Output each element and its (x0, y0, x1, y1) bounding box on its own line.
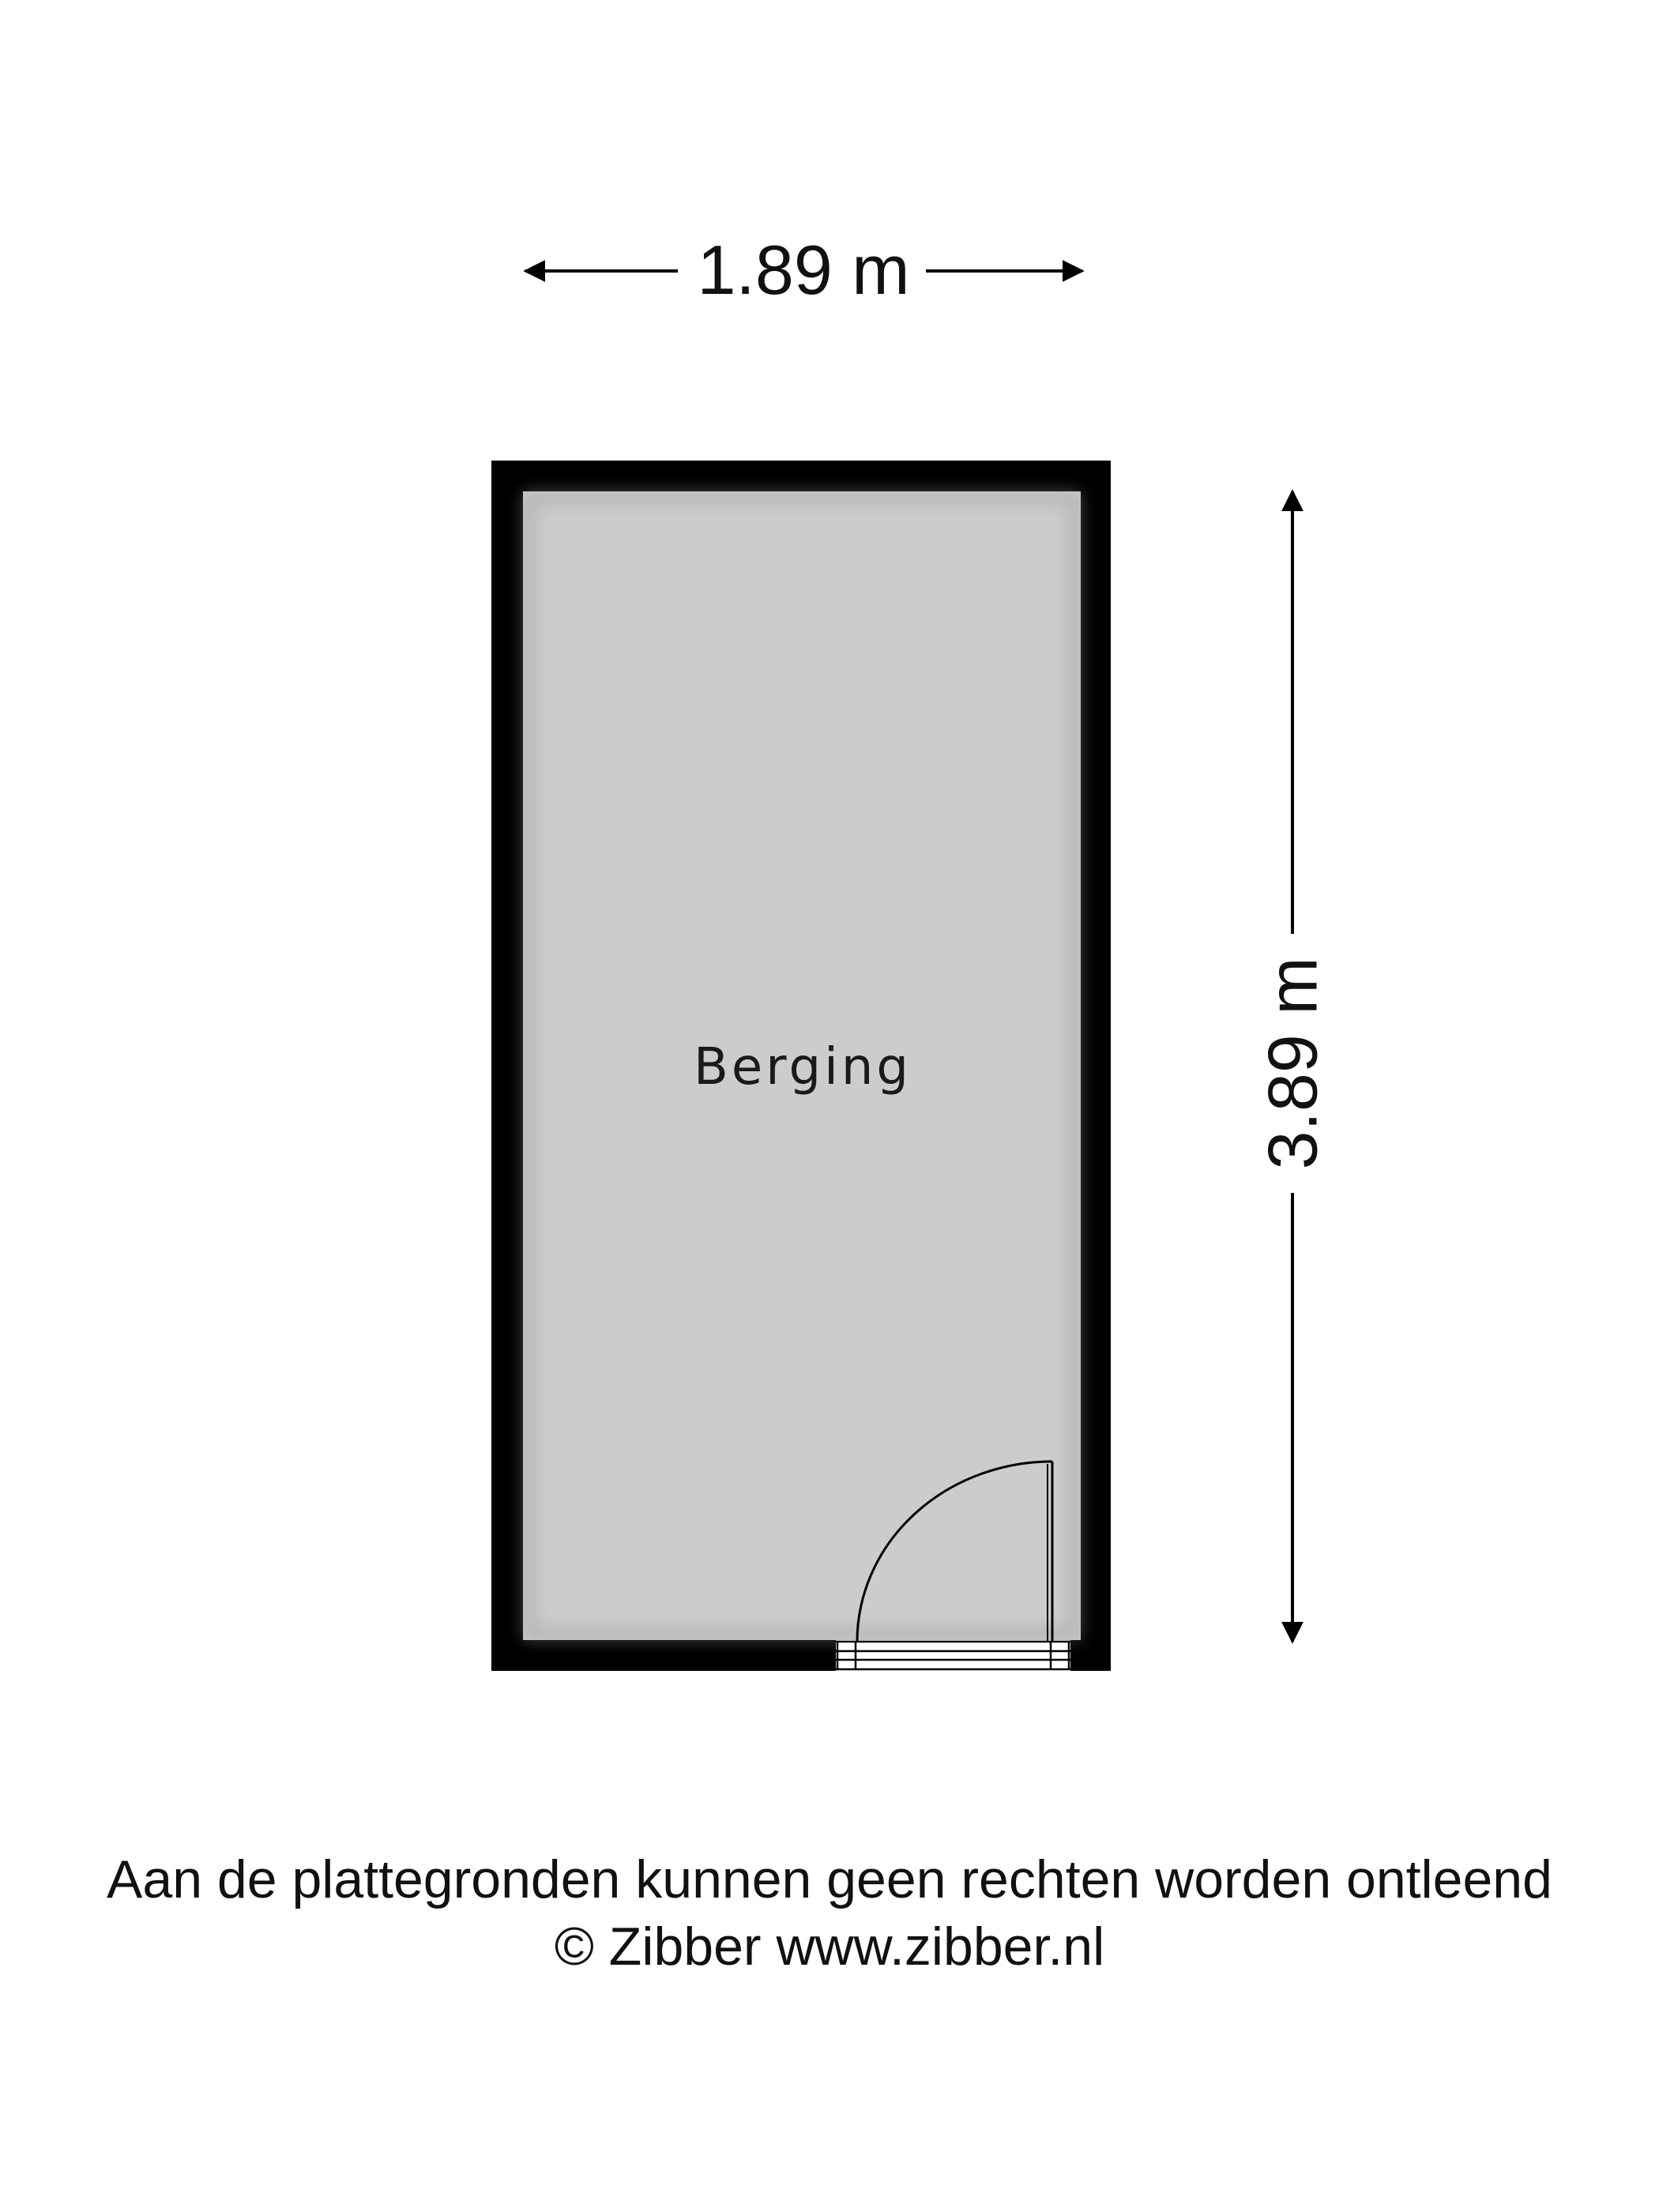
width-dimension-label: 1.89 m (697, 231, 910, 309)
height-dimension-label: 3.89 m (1253, 957, 1332, 1170)
room-label: Berging (693, 1038, 912, 1097)
room-berging (491, 461, 1111, 1672)
door-opening (836, 1640, 1070, 1672)
disclaimer-text: Aan de plattegronden kunnen geen rechten worden ontleend (107, 1849, 1552, 1909)
copyright-credit: © Zibber www.zibber.nl (554, 1917, 1105, 1977)
width-dimension (525, 231, 1082, 309)
height-dimension (1254, 491, 1332, 1642)
